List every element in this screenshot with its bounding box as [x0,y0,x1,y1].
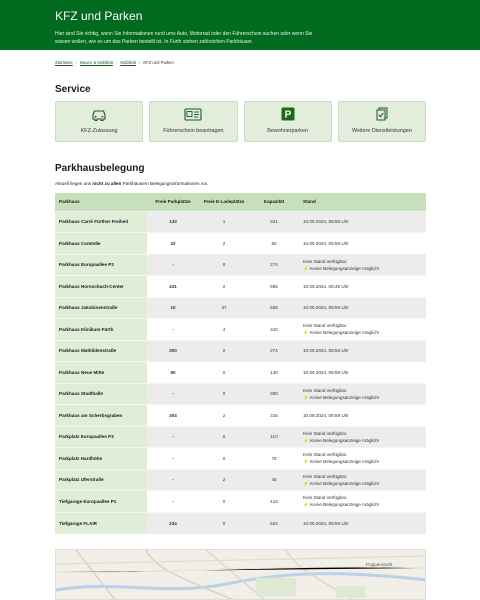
page-intro: Hier sind Sie richtig, wenn Sie Informationen rund ums Auto, Motorrad oder den Führerschein suchen oder wenn Sie wissen wollen, wie es um das Parken bestellt ist. In Fürth stehen zahlreichen Parkhäuser. [55,31,313,45]
service-cards [55,101,426,142]
service-card-kfz-zulassung[interactable] [55,101,143,142]
e-charging-icon: ⚡ [303,437,309,443]
cell-kapazitaet: 78 [249,448,299,470]
cell-freie-e-ladeplaetze: 2 [199,276,249,298]
breadcrumb-separator: › [115,60,118,65]
cell-parkhaus: Parkplatz Hardhöhe [55,448,147,470]
cell-freie-parkplaetze: 133 [147,211,199,233]
cell-kapazitaet: 321 [249,211,299,233]
cell-stand: 10.09.2024, 08:58 Uhr [299,211,426,233]
page-header [0,0,480,50]
cell-kapazitaet: 274 [249,340,299,362]
table-row [55,254,426,276]
cell-kapazitaet: 45 [249,469,299,491]
cell-stand: Kein Stand verfügbar. ⚡ Keine Belegungsanzeige möglich! [299,426,426,448]
cell-stand: 10.09.2024, 08:58 Uhr [299,233,426,255]
cell-freie-parkplaetze: - [147,448,199,470]
cell-stand: 10.09.2024, 08:59 Uhr [299,405,426,427]
table-row [55,340,426,362]
service-card-bewohnerparken[interactable] [244,101,332,142]
parking-heading: Parkhausbelegung [55,163,145,174]
column-header-kapazitaet[interactable]: Kapazität [249,193,299,211]
cell-parkhaus: Parkhaus am Scherbsgraben [55,405,147,427]
cell-freie-e-ladeplaetze: 2 [199,405,249,427]
cell-parkhaus: Parkhaus Klinikum Fürth [55,319,147,341]
cell-freie-e-ladeplaetze: 0 [199,491,249,513]
cell-stand: Kein Stand verfügbar. ⚡ Keine Belegungsanzeige möglich! [299,448,426,470]
cell-freie-e-ladeplaetze: 2 [199,340,249,362]
table-row [55,405,426,427]
service-card-label: Führerschein beantragen [163,128,224,134]
cell-kapazitaet: 315 [249,405,299,427]
cell-stand: Kein Stand verfügbar. ⚡ Keine Belegungsanzeige möglich! [299,319,426,341]
id-card-icon [184,108,202,121]
cell-parkhaus: Parkhaus Stadthalle [55,383,147,405]
table-row [55,491,426,513]
cell-parkhaus: Tiefgarage FLAIR [55,512,147,534]
cell-parkhaus: Parkplatz Europaallee P3 [55,426,147,448]
parking-table-body [55,211,426,534]
cell-parkhaus: Parkhaus Carré Fürther Freiheit [55,211,147,233]
cell-freie-parkplaetze: 90 [147,362,199,384]
cell-parkhaus: Parkhaus Neue Mitte [55,362,147,384]
parking-intro: Aktuell liegen uns nicht zu allen Parkhäusern Belegungsinformationen vor. [55,181,209,186]
cell-parkhaus: Parkhaus Comödie [55,233,147,255]
column-header-parkhaus[interactable]: Parkhaus [55,193,147,211]
cell-freie-parkplaetze: 10 [147,297,199,319]
cell-parkhaus: Parkplatz Uferstraße [55,469,147,491]
column-header-freie-e-ladeplaetze[interactable]: Freie E-Ladeplätze [199,193,249,211]
cell-freie-parkplaetze: - [147,383,199,405]
cell-stand: 10.09.2024, 08:59 Uhr [299,512,426,534]
e-charging-icon: ⚡ [303,394,309,400]
cell-kapazitaet: 413 [249,491,299,513]
table-row [55,319,426,341]
cell-freie-parkplaetze: 431 [147,276,199,298]
e-charging-icon: ⚡ [303,265,309,271]
column-header-freie-parkplaetze[interactable]: Freie Parkplätze [147,193,199,211]
service-heading: Service [55,84,91,95]
breadcrumb-link-startseite[interactable]: Startseite [55,60,73,65]
cell-kapazitaet: 506 [249,297,299,319]
table-row [55,426,426,448]
cell-freie-e-ladeplaetze: 0 [199,362,249,384]
svg-text:P: P [284,109,291,121]
breadcrumb-separator: › [138,60,141,65]
page-title: KFZ und Parken [55,9,143,23]
table-row [55,276,426,298]
cell-kapazitaet: 140 [249,362,299,384]
map-place-label: Poppenreuth [366,562,393,567]
map[interactable] [55,549,426,600]
parking-icon [281,107,295,121]
e-charging-icon: ⚡ [303,459,309,465]
table-row [55,512,426,534]
table-row [55,211,426,233]
cell-kapazitaet: 274 [249,254,299,276]
cell-freie-e-ladeplaetze: 0 [199,448,249,470]
cell-freie-parkplaetze: 32 [147,233,199,255]
cell-stand: 10.09.2024, 08:56 Uhr [299,340,426,362]
cell-stand: Kein Stand verfügbar. ⚡ Keine Belegungsanzeige möglich! [299,383,426,405]
map-graphic [56,550,426,600]
cell-kapazitaet: 300 [249,383,299,405]
table-row [55,362,426,384]
cell-freie-e-ladeplaetze: 0 [199,383,249,405]
cell-freie-parkplaetze: - [147,319,199,341]
breadcrumb-current: KFZ und Parken [143,60,174,65]
cell-parkhaus: Parkhaus Mathildenstraße [55,340,147,362]
cell-stand: Kein Stand verfügbar. ⚡ Keine Belegungsanzeige möglich! [299,491,426,513]
table-row [55,448,426,470]
documents-icon [375,107,389,121]
service-card-label: KFZ-Zulassung [80,128,118,134]
table-row [55,233,426,255]
service-card-label: Weitere Dienstleistungen [351,128,412,134]
cell-kapazitaet: 110 [249,426,299,448]
cell-parkhaus: Tiefgarage Europaallee P1 [55,491,147,513]
cell-freie-e-ladeplaetze: 1 [199,211,249,233]
cell-stand: Kein Stand verfügbar. ⚡ Keine Belegungsanzeige möglich! [299,469,426,491]
column-header-stand[interactable]: Stand [299,193,426,211]
cell-kapazitaet: 685 [249,276,299,298]
breadcrumb-link-mobilitaet[interactable]: Mobilität [120,60,136,65]
table-row [55,383,426,405]
service-card-label: Bewohnerparken [267,128,308,134]
cell-parkhaus: Parkhaus Jakobinenstraße [55,297,147,319]
cell-kapazitaet: 92 [249,233,299,255]
car-icon [91,109,107,121]
cell-freie-e-ladeplaetze: 2 [199,233,249,255]
cell-freie-e-ladeplaetze: 2 [199,469,249,491]
cell-stand: Kein Stand verfügbar. ⚡ Keine Belegungsanzeige möglich! [299,254,426,276]
cell-kapazitaet: 310 [249,319,299,341]
cell-freie-e-ladeplaetze: 0 [199,512,249,534]
e-charging-icon: ⚡ [303,480,309,486]
cell-freie-parkplaetze: - [147,469,199,491]
cell-stand: 10.09.2024, 08:59 Uhr [299,297,426,319]
cell-freie-e-ladeplaetze: 0 [199,426,249,448]
e-charging-icon: ⚡ [303,502,309,508]
cell-freie-parkplaetze: - [147,426,199,448]
cell-stand: 10.09.2024, 08:49 Uhr [299,276,426,298]
service-card-weitere-dienstleistungen[interactable] [338,101,426,142]
cell-freie-parkplaetze: 234 [147,512,199,534]
table-header-row [55,193,426,211]
table-row [55,469,426,491]
cell-freie-e-ladeplaetze: 4 [199,319,249,341]
cell-freie-parkplaetze: 304 [147,405,199,427]
table-row [55,297,426,319]
cell-freie-parkplaetze: - [147,491,199,513]
cell-freie-parkplaetze: 300 [147,340,199,362]
breadcrumb-separator: › [75,60,78,65]
cell-parkhaus: Parkhaus Hornschuch-Center [55,276,147,298]
cell-freie-e-ladeplaetze: 47 [199,297,249,319]
service-card-fuehrerschein[interactable] [149,101,237,142]
e-charging-icon: ⚡ [303,330,309,336]
breadcrumb [55,60,427,65]
cell-stand: 10.09.2024, 08:59 Uhr [299,362,426,384]
breadcrumb-link-bauen-mobilitaet[interactable]: Bauen & Mobilität [80,60,113,65]
cell-freie-e-ladeplaetze: 0 [199,254,249,276]
cell-kapazitaet: 524 [249,512,299,534]
cell-parkhaus: Parkhaus Europaallee P2 [55,254,147,276]
parking-table [55,193,426,534]
cell-freie-parkplaetze: - [147,254,199,276]
